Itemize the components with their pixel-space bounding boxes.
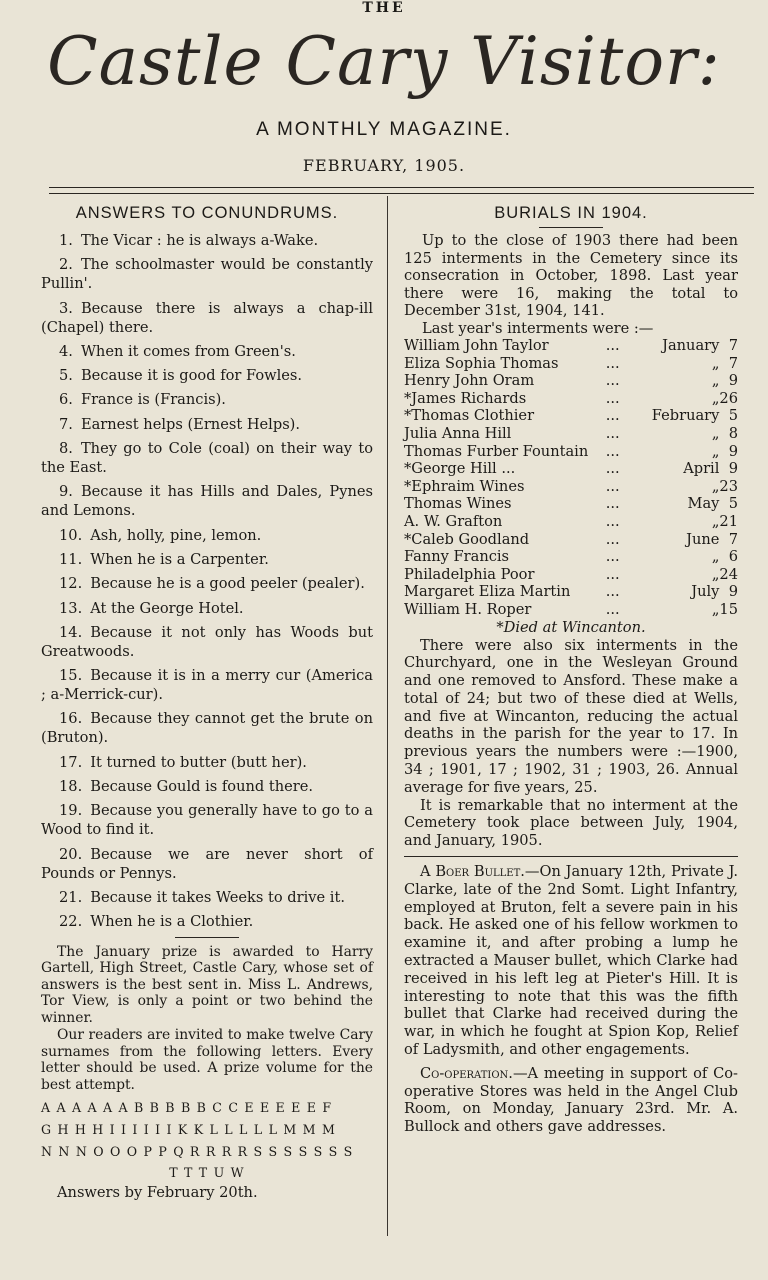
burial-row <box>404 531 738 549</box>
answer-text: When it comes from Green's. <box>80 342 296 360</box>
burial-dots: ... <box>605 372 620 390</box>
burial-day: 5 <box>728 407 738 425</box>
burial-month: „ <box>711 565 720 583</box>
burial-name: William H. Roper <box>404 600 532 618</box>
answer-number: 4. <box>59 342 73 360</box>
burial-day: 9 <box>728 460 738 478</box>
answer-item <box>41 482 373 520</box>
answer-text: Because there is always a chap-ill (Chapel) there. <box>41 299 373 336</box>
boer-bullet-text: —On January 12th, Private J. Clarke, late of the 2nd Somt. Light Infantry, employed at Bruton, felt a severe pain in his back. He asked one of his fellow workmen to examine it, and after probing a lump he extracted a Mauser bullet, which Clarke had received in his left leg at Pieter's Hill. It is interesting to note that this was the fifth bullet that Clarke had received during the war, in which he fought at Spion Kop, Relief of Ladysmith, and other engagements. <box>404 863 738 1059</box>
burial-dots: ... <box>605 548 620 566</box>
boer-bullet-lead: A Boer Bullet. <box>420 863 525 881</box>
burial-row <box>404 355 738 373</box>
burial-day: 8 <box>728 424 738 442</box>
burial-dots: ... <box>605 389 620 407</box>
burial-name: *Caleb Goodland <box>404 530 530 548</box>
burial-month: February <box>651 407 720 425</box>
burial-row <box>404 443 738 461</box>
boer-bullet-article <box>404 863 738 1059</box>
answer-number: 6. <box>59 391 73 409</box>
burial-name: *James Richards <box>404 389 527 407</box>
burial-day: 24 <box>719 565 738 583</box>
answer-text: The schoolmaster would be constantly Pullin'. <box>41 256 373 293</box>
answer-number: 14. <box>59 623 83 641</box>
burial-day: 5 <box>728 495 738 513</box>
burial-name: Thomas Furber Fountain <box>404 442 589 460</box>
burial-dots: ... <box>605 477 620 495</box>
burial-name: Eliza Sophia Thomas <box>404 354 559 372</box>
burial-month: July <box>691 583 720 601</box>
remarkable-paragraph: It is remarkable that no interment at the Cemetery took place between July, 1904, and January, 1905. <box>404 796 738 850</box>
burial-month: May <box>687 495 720 513</box>
burial-name: Margaret Eliza Martin <box>404 583 571 601</box>
answer-item <box>41 777 373 796</box>
answer-number: 8. <box>59 440 73 458</box>
answer-item <box>41 415 373 434</box>
burial-dots: ... <box>605 583 620 601</box>
burial-month: „ <box>711 372 720 390</box>
header-rule-2 <box>49 193 754 194</box>
burial-name: Henry John Oram <box>404 372 535 390</box>
header-rule <box>49 187 754 188</box>
burial-dots: ... <box>605 337 620 354</box>
burial-day: 7 <box>728 337 738 354</box>
burial-day: 6 <box>728 548 738 566</box>
answer-number: 18. <box>59 778 83 796</box>
masthead-subtitle: A MONTHLY MAGAZINE. <box>256 119 512 140</box>
masthead-the: THE <box>362 0 406 16</box>
section-rule <box>175 937 239 938</box>
burial-row <box>404 460 738 478</box>
burial-name: Julia Anna Hill <box>404 424 512 442</box>
burial-row <box>404 495 738 513</box>
burials-column <box>404 204 738 1136</box>
answer-text: Because it takes Weeks to drive it. <box>90 888 345 906</box>
answer-text: Earnest helps (Ernest Helps). <box>80 415 301 433</box>
burial-month: April <box>683 460 720 478</box>
letters-line-3: N N N O O O P P Q R R R R S S S S S S S <box>41 1144 354 1160</box>
cooperation-text: —A meeting in support of Co-operative Stores was held in the Angel Club Room, on Monday, January 23rd. Mr. A. Bullock and others gave addresses. <box>404 1064 738 1136</box>
answer-item <box>41 912 373 931</box>
burial-dots: ... <box>605 407 620 425</box>
answer-text: Because it has Hills and Dales, Pynes and Lemons. <box>41 483 373 520</box>
answer-number: 1. <box>59 232 73 249</box>
burial-day: 7 <box>728 530 738 548</box>
burial-name: Thomas Wines <box>404 495 512 513</box>
burial-day: 26 <box>719 389 738 407</box>
burial-name: *George Hill ... <box>404 460 516 478</box>
burial-dots: ... <box>605 512 620 530</box>
burial-month: June <box>686 530 720 548</box>
answer-item <box>41 342 373 361</box>
burial-month: „ <box>711 512 720 530</box>
answer-text: They go to Cole (coal) on their way to the East. <box>41 440 373 477</box>
conundrums-column <box>41 204 373 1203</box>
article-rule <box>404 856 738 857</box>
burial-dots: ... <box>605 530 620 548</box>
burial-row <box>404 372 738 390</box>
answer-number: 15. <box>59 667 83 685</box>
burial-row <box>404 478 738 496</box>
readers-invitation: Our readers are invited to make twelve Cary surnames from the following letters. Every letter should be used. A prize volume for the best attempt. <box>41 1027 373 1093</box>
letters-line-2: G H H H I I I I I I K K L L L L L M M M <box>41 1122 337 1138</box>
answer-item <box>41 526 373 545</box>
burial-month: „ <box>711 600 720 618</box>
answer-item <box>41 709 373 747</box>
answer-item <box>41 390 373 409</box>
answer-item <box>41 888 373 907</box>
answer-text: When he is a Clothier. <box>90 913 254 931</box>
answer-text: Because it is in a merry cur (America ; a-Merrick-cur). <box>41 667 373 704</box>
answer-number: 7. <box>59 415 73 433</box>
answer-item <box>41 666 373 704</box>
answer-text: The Vicar : he is always a-Wake. <box>80 232 319 249</box>
letters-line-1: A A A A A A B B B B B C C E E E E E F <box>41 1100 333 1116</box>
burial-row <box>404 337 738 355</box>
answer-number: 20. <box>59 845 83 863</box>
answer-text: Because they cannot get the brute on (Bruton). <box>41 710 373 747</box>
answer-item <box>41 550 373 569</box>
burial-name: A. W. Grafton <box>404 512 503 530</box>
answer-text: When he is a Carpenter. <box>90 550 269 568</box>
burial-day: 15 <box>719 600 738 618</box>
answer-text: Because he is a good peeler (pealer). <box>90 575 365 593</box>
burial-month: „ <box>711 424 720 442</box>
burial-row <box>404 566 738 584</box>
burial-dots: ... <box>605 424 620 442</box>
cooperation-article <box>404 1065 738 1136</box>
burial-month: January <box>662 337 720 354</box>
burial-row <box>404 513 738 531</box>
burial-row <box>404 407 738 425</box>
wincanton-footnote: *Died at Wincanton. <box>496 618 646 636</box>
prize-announcement: The January prize is awarded to Harry Gartell, High Street, Castle Cary, whose set of answers is the best sent in. Miss L. Andrews, Tor View, is only a point or two behind the winner. <box>41 943 373 1026</box>
burial-dots: ... <box>605 495 620 513</box>
answers-deadline: Answers by February 20th. <box>57 1184 258 1202</box>
answer-text: Because it is good for Fowles. <box>80 367 303 385</box>
answer-item <box>41 599 373 618</box>
answer-number: 19. <box>59 802 83 820</box>
conundrums-heading: ANSWERS TO CONUNDRUMS. <box>75 204 339 222</box>
answer-item <box>41 845 373 883</box>
answer-number: 13. <box>59 599 83 617</box>
burial-name: *Thomas Clothier <box>404 407 535 425</box>
issue-date: FEBRUARY, 1905. <box>302 156 466 175</box>
burial-row <box>404 601 738 619</box>
answer-text: Because we are never short of Pounds or Pennys. <box>41 845 373 882</box>
churchyard-paragraph: There were also six interments in the Churchyard, one in the Wesleyan Ground and one removed to Ansford. These make a total of 24; but two of these died at Wells, and five at Wincanton, reducing the actual deaths in the parish for the year to 17. In previous years the numbers were :—1900, 34 ; 1901, 17 ; 1902, 31 ; 1903, 26. Annual average for five years, 25. <box>404 636 738 796</box>
burial-dots: ... <box>605 442 620 460</box>
answer-number: 16. <box>59 710 83 728</box>
answer-text: Because Gould is found there. <box>90 778 314 796</box>
burial-dots: ... <box>605 460 620 478</box>
column-divider <box>387 196 388 1236</box>
answers-list <box>41 231 373 931</box>
burial-row <box>404 548 738 566</box>
burials-table <box>404 337 738 619</box>
masthead-title: Castle Cary Visitor: <box>47 23 721 100</box>
burial-day: 23 <box>719 477 738 495</box>
answer-number: 3. <box>59 299 73 317</box>
answer-number: 9. <box>59 483 73 501</box>
burial-month: „ <box>711 477 720 495</box>
answer-text: At the George Hotel. <box>90 599 244 617</box>
answer-number: 21. <box>59 888 83 906</box>
burial-day: 9 <box>728 372 738 390</box>
burial-name: William John Taylor <box>404 337 549 354</box>
burials-heading: BURIALS IN 1904. <box>494 204 648 222</box>
answer-item <box>41 366 373 385</box>
answer-item <box>41 623 373 661</box>
burial-month: „ <box>711 389 720 407</box>
burial-month: „ <box>711 442 720 460</box>
answer-item <box>41 574 373 593</box>
burial-day: 9 <box>728 583 738 601</box>
answer-text: France is (Francis). <box>80 391 226 409</box>
burial-day: 7 <box>728 354 738 372</box>
answer-number: 11. <box>59 550 83 568</box>
burial-row <box>404 583 738 601</box>
answer-item <box>41 299 373 337</box>
burial-row <box>404 390 738 408</box>
burials-intro: Up to the close of 1903 there had been 125 interments in the Cemetery since its consecration in October, 1898. Last year there were 16, making the total to December 31st, 1904, 141. <box>404 232 738 319</box>
answer-number: 2. <box>59 256 73 274</box>
burial-name: *Ephraim Wines <box>404 477 525 495</box>
answer-item <box>41 753 373 772</box>
answer-text: Ash, holly, pine, lemon. <box>90 526 262 544</box>
burial-day: 9 <box>728 442 738 460</box>
answer-item <box>41 439 373 477</box>
burial-dots: ... <box>605 354 620 372</box>
answer-text: Because you generally have to go to a Wood to find it. <box>41 802 373 839</box>
answer-item <box>41 255 373 293</box>
cooperation-lead: Co-operation. <box>420 1064 513 1082</box>
burials-list-intro: Last year's interments were :— <box>422 319 654 337</box>
letters-line-4: T T T U W <box>169 1165 245 1181</box>
burial-dots: ... <box>605 565 620 583</box>
burial-name: Fanny Francis <box>404 548 510 566</box>
answer-number: 12. <box>59 575 83 593</box>
burial-name: Philadelphia Poor <box>404 565 535 583</box>
answer-number: 17. <box>59 753 83 771</box>
burial-day: 21 <box>719 512 738 530</box>
answer-item <box>41 801 373 839</box>
answer-text: It turned to butter (butt her). <box>90 753 307 771</box>
answer-item <box>41 231 373 250</box>
answer-number: 10. <box>59 526 83 544</box>
heading-rule <box>539 227 603 228</box>
burial-month: „ <box>711 354 720 372</box>
burial-dots: ... <box>605 600 620 618</box>
burial-row <box>404 425 738 443</box>
answer-number: 5. <box>59 367 73 385</box>
answer-text: Because it not only has Woods but Greatwoods. <box>41 623 373 660</box>
answer-number: 22. <box>59 913 83 931</box>
burial-month: „ <box>711 548 720 566</box>
